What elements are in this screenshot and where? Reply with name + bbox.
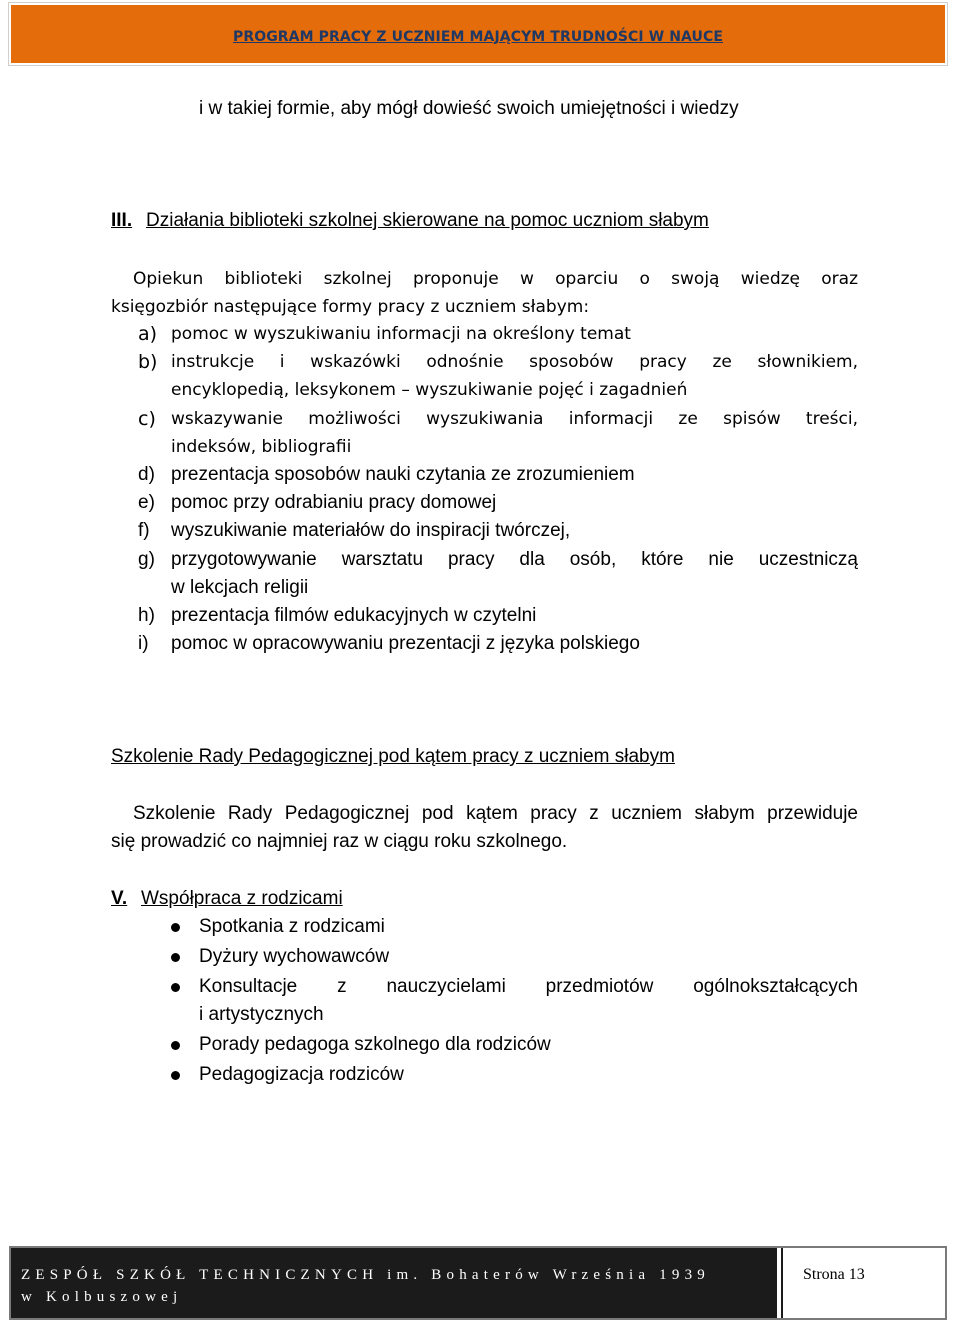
bullet-icon bbox=[171, 1041, 180, 1050]
header-title: PROGRAM PRACY Z UCZNIEM MAJĄCYM TRUDNOŚCI W NAUCE bbox=[232, 29, 724, 45]
item-label: c) bbox=[138, 408, 156, 430]
training-line2: się prowadzić co najmniej raz w ciągu roku szkolnego. bbox=[111, 831, 568, 852]
page-header bbox=[9, 3, 947, 65]
item-text: encyklopedią, leksykonem – wyszukiwanie pojęć i zagadnień bbox=[171, 380, 688, 400]
item-text: pomoc przy odrabianiu pracy domowej bbox=[171, 492, 497, 513]
item-label: g) bbox=[138, 549, 155, 570]
item-label: b) bbox=[138, 351, 158, 373]
item-text: przygotowywanie warsztatu pracy dla osób, które nie uczestniczą bbox=[171, 549, 858, 570]
item-text: instrukcje i wskazówki odnośnie sposobów pracy ze słownikiem, bbox=[171, 352, 858, 372]
section5-title: Współpraca z rodzicami bbox=[141, 888, 343, 909]
item-text: indeksów, bibliografii bbox=[171, 437, 352, 457]
item-label: i) bbox=[138, 633, 149, 654]
bullet-icon bbox=[171, 1071, 180, 1080]
section3-title: Działania biblioteki szkolnej skierowane na pomoc uczniom słabym bbox=[146, 210, 709, 231]
item-label: f) bbox=[138, 520, 150, 541]
bullet-text: Porady pedagoga szkolnego dla rodziców bbox=[199, 1034, 551, 1055]
section5-number: V. bbox=[111, 888, 128, 909]
bullet-icon bbox=[171, 983, 180, 992]
footer-page-panel bbox=[781, 1248, 945, 1318]
footer-school-panel bbox=[11, 1248, 777, 1318]
bullet-icon bbox=[171, 953, 180, 962]
footer-school-line1: ZESPÓŁ SZKÓŁ TECHNICZNYCH im. Bohaterów Września 1939 bbox=[21, 1267, 710, 1283]
page-footer bbox=[9, 1246, 947, 1320]
item-label: a) bbox=[138, 323, 158, 345]
section3-number: III. bbox=[111, 210, 133, 231]
item-text: wyszukiwanie materiałów do inspiracji twórczej, bbox=[171, 520, 571, 541]
footer-school-line2: w Kolbuszowej bbox=[21, 1289, 183, 1305]
bullet-icon bbox=[171, 923, 180, 932]
intro-line: i w takiej formie, aby mógł dowieść swoich umiejętności i wiedzy bbox=[199, 98, 739, 119]
bullet-text: i artystycznych bbox=[199, 1004, 324, 1025]
training-title: Szkolenie Rady Pedagogicznej pod kątem pracy z uczniem słabym bbox=[111, 746, 675, 767]
item-text: wskazywanie możliwości wyszukiwania informacji ze spisów treści, bbox=[171, 409, 858, 429]
footer-school-name bbox=[21, 1264, 710, 1308]
bullet-text: Konsultacje z nauczycielami przedmiotów ogólnokształcących bbox=[199, 976, 858, 997]
item-text: pomoc w opracowywaniu prezentacji z języka polskiego bbox=[171, 633, 640, 654]
item-label: h) bbox=[138, 605, 155, 626]
item-label: d) bbox=[138, 464, 155, 485]
item-text: prezentacja sposobów nauki czytania ze zrozumieniem bbox=[171, 464, 635, 485]
bullet-text: Spotkania z rodzicami bbox=[199, 916, 385, 937]
page-number: Strona 13 bbox=[803, 1266, 865, 1283]
item-text: pomoc w wyszukiwaniu informacji na określony temat bbox=[171, 324, 631, 344]
bullet-text: Pedagogizacja rodziców bbox=[199, 1064, 404, 1085]
item-text: w lekcjach religii bbox=[171, 577, 309, 598]
item-text: prezentacja filmów edukacyjnych w czytelni bbox=[171, 605, 537, 626]
bullet-text: Dyżury wychowawców bbox=[199, 946, 390, 967]
section3-para-line2: księgozbiór następujące formy pracy z uczniem słabym: bbox=[111, 297, 590, 317]
section3-para-line1: Opiekun biblioteki szkolnej proponuje w oparciu o swoją wiedzę oraz bbox=[133, 269, 858, 289]
training-line1: Szkolenie Rady Pedagogicznej pod kątem pracy z uczniem słabym przewiduje bbox=[133, 803, 858, 824]
item-label: e) bbox=[138, 492, 155, 513]
